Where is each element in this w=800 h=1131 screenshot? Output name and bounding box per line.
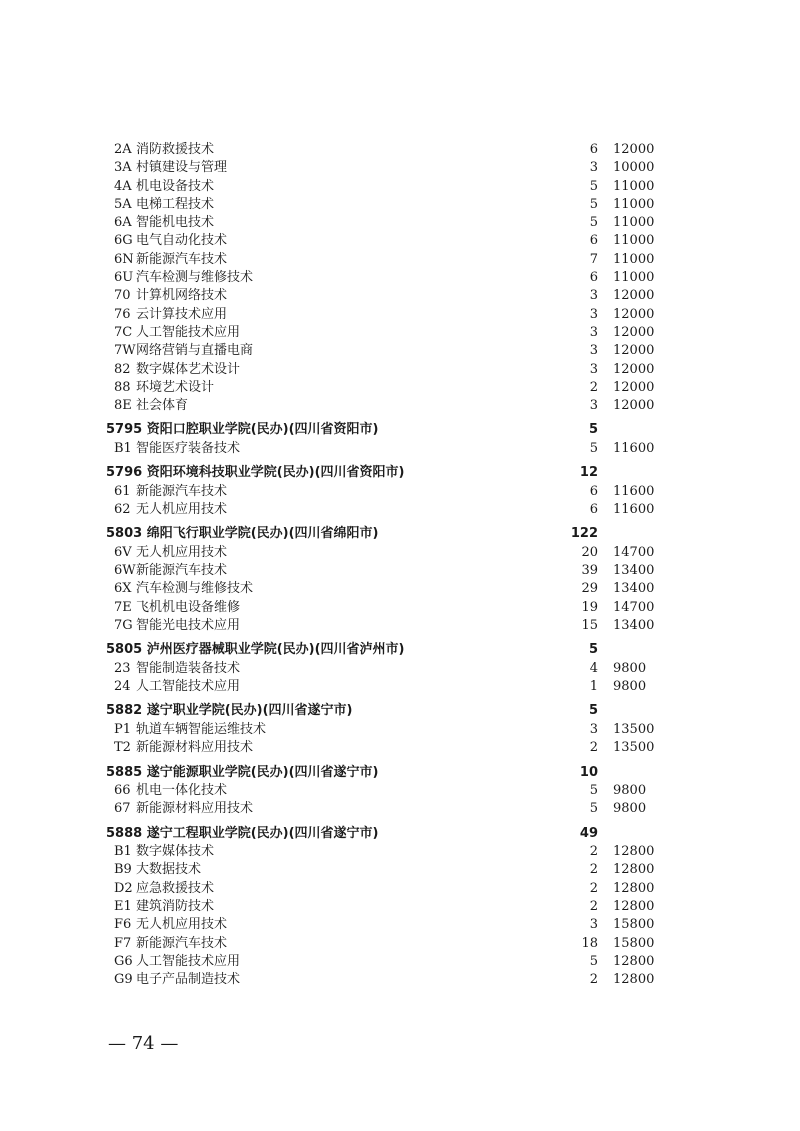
major-name: 飞机机电设备维修 xyxy=(136,599,241,615)
plan-count: 5 xyxy=(589,783,598,799)
school-total: 10 xyxy=(579,764,598,780)
major-row xyxy=(0,483,800,501)
plan-count: 3 xyxy=(589,343,598,359)
tuition-fee: 12800 xyxy=(613,880,655,896)
major-code: 7W xyxy=(114,343,136,359)
major-row xyxy=(0,916,800,934)
major-name: 消防救援技术 xyxy=(136,142,215,157)
tuition-fee: 13400 xyxy=(613,563,655,579)
plan-count: 6 xyxy=(589,270,598,286)
major-row xyxy=(0,800,800,818)
school-total: 12 xyxy=(579,465,598,481)
school-header xyxy=(0,524,800,544)
tuition-fee: 11600 xyxy=(613,483,655,499)
major-row xyxy=(0,861,800,879)
tuition-fee: 13500 xyxy=(613,721,655,737)
major-row xyxy=(0,397,800,415)
major-row xyxy=(0,843,800,861)
major-code: B1 xyxy=(114,844,132,860)
major-code: 7C xyxy=(114,324,133,340)
tuition-fee: 11600 xyxy=(613,502,655,518)
plan-count: 3 xyxy=(589,160,598,176)
major-row xyxy=(0,782,800,800)
major-code: B9 xyxy=(114,862,132,878)
major-code: F7 xyxy=(114,935,132,951)
plan-count: 6 xyxy=(589,483,598,499)
tuition-fee: 12000 xyxy=(613,343,655,359)
major-name: 大数据技术 xyxy=(136,862,202,878)
school-section xyxy=(0,763,800,819)
plan-count: 5 xyxy=(589,196,598,212)
school-name: 5805 泸州医疗器械职业学院(民办)(四川省泸州市) xyxy=(106,642,405,658)
major-name: 无人机应用技术 xyxy=(136,544,228,560)
major-row xyxy=(0,214,800,232)
tuition-fee: 12800 xyxy=(613,899,655,914)
tuition-fee: 12000 xyxy=(613,361,655,377)
plan-count: 39 xyxy=(581,563,598,579)
major-code: 24 xyxy=(114,679,131,695)
plan-count: 1 xyxy=(589,679,598,695)
tuition-fee: 12000 xyxy=(613,379,655,395)
major-row xyxy=(0,678,800,696)
major-name: 计算机网络技术 xyxy=(136,288,228,304)
plan-count: 3 xyxy=(589,917,598,933)
tuition-fee: 13400 xyxy=(613,618,655,634)
page-number: — 74 — xyxy=(108,1033,179,1054)
plan-count: 6 xyxy=(589,233,598,249)
major-row xyxy=(0,324,800,342)
major-code: 6X xyxy=(114,581,132,597)
major-code: 7G xyxy=(114,618,133,634)
major-name: 村镇建设与管理 xyxy=(136,160,228,176)
major-code: D2 xyxy=(114,880,133,896)
school-section xyxy=(0,420,800,458)
major-row xyxy=(0,196,800,214)
school-section xyxy=(0,141,800,415)
major-name: 新能源汽车技术 xyxy=(136,251,228,267)
plan-count: 2 xyxy=(589,379,598,395)
major-name: 新能源材料应用技术 xyxy=(136,740,254,756)
tuition-fee: 11000 xyxy=(613,215,655,231)
plan-count: 3 xyxy=(589,324,598,340)
plan-count: 18 xyxy=(581,935,598,951)
tuition-fee: 15800 xyxy=(613,935,655,951)
major-name: 轨道车辆智能运维技术 xyxy=(136,721,267,737)
major-row xyxy=(0,898,800,916)
major-code: 8E xyxy=(114,398,132,414)
tuition-fee: 12800 xyxy=(613,953,655,969)
major-name: 新能源材料应用技术 xyxy=(136,801,254,817)
major-row xyxy=(0,306,800,324)
major-row xyxy=(0,361,800,379)
school-section xyxy=(0,524,800,635)
plan-count: 2 xyxy=(589,880,598,896)
plan-count: 3 xyxy=(589,288,598,304)
school-name: 5885 遂宁能源职业学院(民办)(四川省遂宁市) xyxy=(106,764,379,780)
school-name: 5796 资阳环境科技职业学院(民办)(四川省资阳市) xyxy=(106,465,405,481)
plan-count: 6 xyxy=(589,142,598,157)
major-name: 应急救援技术 xyxy=(136,880,215,896)
tuition-fee: 12800 xyxy=(613,862,655,878)
tuition-fee: 14700 xyxy=(613,544,655,560)
plan-count: 3 xyxy=(589,721,598,737)
tuition-fee: 11600 xyxy=(613,440,655,456)
school-section xyxy=(0,640,800,696)
plan-count: 4 xyxy=(589,660,598,676)
tuition-fee: 15800 xyxy=(613,917,655,933)
tuition-fee: 12800 xyxy=(613,972,655,988)
tuition-fee: 11000 xyxy=(613,251,655,267)
enrollment-table xyxy=(0,141,800,989)
plan-count: 6 xyxy=(589,502,598,518)
tuition-fee: 12000 xyxy=(613,142,655,157)
major-code: G6 xyxy=(114,953,133,969)
major-row xyxy=(0,617,800,635)
major-name: 人工智能技术应用 xyxy=(136,324,241,340)
school-header xyxy=(0,640,800,660)
school-section xyxy=(0,701,800,757)
major-code: 88 xyxy=(114,379,131,395)
major-row xyxy=(0,580,800,598)
major-name: 智能制造装备技术 xyxy=(136,660,241,676)
plan-count: 2 xyxy=(589,844,598,860)
plan-count: 2 xyxy=(589,972,598,988)
major-row xyxy=(0,141,800,159)
plan-count: 19 xyxy=(581,599,598,615)
major-row xyxy=(0,440,800,458)
school-total: 5 xyxy=(588,642,598,658)
tuition-fee: 11000 xyxy=(613,233,655,249)
tuition-fee: 11000 xyxy=(613,196,655,212)
major-name: 数字媒体艺术设计 xyxy=(136,361,241,377)
tuition-fee: 12800 xyxy=(613,844,655,860)
tuition-fee: 14700 xyxy=(613,599,655,615)
school-header xyxy=(0,463,800,483)
tuition-fee: 12000 xyxy=(613,306,655,322)
major-row xyxy=(0,562,800,580)
school-header xyxy=(0,763,800,783)
tuition-fee: 13500 xyxy=(613,740,655,756)
major-name: 数字媒体技术 xyxy=(136,844,215,860)
plan-count: 5 xyxy=(589,178,598,194)
major-code: 62 xyxy=(114,502,131,518)
major-name: 人工智能技术应用 xyxy=(136,679,241,695)
major-name: 汽车检测与维修技术 xyxy=(136,581,254,597)
school-name: 5795 资阳口腔职业学院(民办)(四川省资阳市) xyxy=(106,422,379,438)
school-header xyxy=(0,701,800,721)
plan-count: 5 xyxy=(589,953,598,969)
major-code: 70 xyxy=(114,288,131,304)
tuition-fee: 12000 xyxy=(613,324,655,340)
school-total: 49 xyxy=(579,825,598,841)
plan-count: 20 xyxy=(581,544,598,560)
major-row xyxy=(0,342,800,360)
school-total: 5 xyxy=(588,422,598,438)
major-name: 智能光电技术应用 xyxy=(136,618,241,634)
major-code: 6V xyxy=(114,544,132,560)
school-section xyxy=(0,824,800,990)
major-row xyxy=(0,544,800,562)
major-name: 建筑消防技术 xyxy=(136,899,215,914)
major-row xyxy=(0,501,800,519)
major-code: 6G xyxy=(114,233,133,249)
major-code: 6A xyxy=(114,215,132,231)
tuition-fee: 10000 xyxy=(613,160,655,176)
major-name: 新能源汽车技术 xyxy=(136,935,228,951)
major-code: 4A xyxy=(114,178,132,194)
major-name: 汽车检测与维修技术 xyxy=(136,270,254,286)
tuition-fee: 11000 xyxy=(613,270,655,286)
plan-count: 3 xyxy=(589,361,598,377)
plan-count: 5 xyxy=(589,801,598,817)
major-name: 电气自动化技术 xyxy=(136,233,228,249)
major-name: 电子产品制造技术 xyxy=(136,972,241,988)
major-row xyxy=(0,739,800,757)
major-code: 3A xyxy=(114,160,132,176)
plan-count: 5 xyxy=(589,440,598,456)
major-row xyxy=(0,159,800,177)
major-row xyxy=(0,971,800,989)
tuition-fee: 13400 xyxy=(613,581,655,597)
major-code: 7E xyxy=(114,599,132,615)
major-row xyxy=(0,953,800,971)
plan-count: 2 xyxy=(589,740,598,756)
school-total: 5 xyxy=(588,703,598,719)
major-code: P1 xyxy=(114,721,132,737)
tuition-fee: 11000 xyxy=(613,178,655,194)
major-code: 2A xyxy=(114,142,132,157)
plan-count: 5 xyxy=(589,215,598,231)
major-code: T2 xyxy=(114,740,131,756)
school-name: 5882 遂宁职业学院(民办)(四川省遂宁市) xyxy=(106,703,353,719)
major-name: 网络营销与直播电商 xyxy=(136,343,254,359)
plan-count: 2 xyxy=(589,899,598,914)
major-code: 67 xyxy=(114,801,131,817)
major-row xyxy=(0,880,800,898)
major-name: 机电一体化技术 xyxy=(136,783,228,799)
plan-count: 2 xyxy=(589,862,598,878)
major-name: 新能源汽车技术 xyxy=(136,563,228,579)
major-row xyxy=(0,599,800,617)
major-code: 61 xyxy=(114,483,131,499)
major-name: 无人机应用技术 xyxy=(136,917,228,933)
major-name: 云计算技术应用 xyxy=(136,306,228,322)
major-code: E1 xyxy=(114,899,132,914)
major-row xyxy=(0,178,800,196)
tuition-fee: 9800 xyxy=(613,783,647,799)
major-row xyxy=(0,269,800,287)
major-code: B1 xyxy=(114,440,132,456)
major-code: G9 xyxy=(114,972,133,988)
plan-count: 15 xyxy=(581,618,598,634)
plan-count: 7 xyxy=(589,251,598,267)
major-name: 新能源汽车技术 xyxy=(136,483,228,499)
tuition-fee: 9800 xyxy=(613,679,647,695)
major-name: 环境艺术设计 xyxy=(136,379,215,395)
major-code: F6 xyxy=(114,917,132,933)
major-name: 机电设备技术 xyxy=(136,178,215,194)
school-name: 5803 绵阳飞行职业学院(民办)(四川省绵阳市) xyxy=(106,526,379,542)
school-section xyxy=(0,463,800,519)
major-code: 6N xyxy=(114,251,134,267)
major-code: 66 xyxy=(114,783,131,799)
major-code: 76 xyxy=(114,306,131,322)
major-code: 6W xyxy=(114,563,136,579)
plan-count: 3 xyxy=(589,306,598,322)
tuition-fee: 12000 xyxy=(613,398,655,414)
major-name: 智能机电技术 xyxy=(136,215,215,231)
major-code: 82 xyxy=(114,361,131,377)
major-code: 6U xyxy=(114,270,134,286)
school-header xyxy=(0,420,800,440)
major-name: 智能医疗装备技术 xyxy=(136,440,241,456)
school-header xyxy=(0,824,800,844)
major-row xyxy=(0,721,800,739)
plan-count: 29 xyxy=(581,581,598,597)
major-row xyxy=(0,251,800,269)
plan-count: 3 xyxy=(589,398,598,414)
major-code: 23 xyxy=(114,660,131,676)
major-row xyxy=(0,660,800,678)
major-name: 无人机应用技术 xyxy=(136,502,228,518)
major-name: 社会体育 xyxy=(136,398,189,414)
school-total: 122 xyxy=(570,526,598,542)
major-name: 电梯工程技术 xyxy=(136,196,215,212)
major-row xyxy=(0,935,800,953)
major-row xyxy=(0,379,800,397)
major-name: 人工智能技术应用 xyxy=(136,953,241,969)
major-row xyxy=(0,232,800,250)
school-name: 5888 遂宁工程职业学院(民办)(四川省遂宁市) xyxy=(106,825,379,841)
major-code: 5A xyxy=(114,196,132,212)
tuition-fee: 9800 xyxy=(613,660,647,676)
tuition-fee: 9800 xyxy=(613,801,647,817)
tuition-fee: 12000 xyxy=(613,288,655,304)
major-row xyxy=(0,287,800,305)
